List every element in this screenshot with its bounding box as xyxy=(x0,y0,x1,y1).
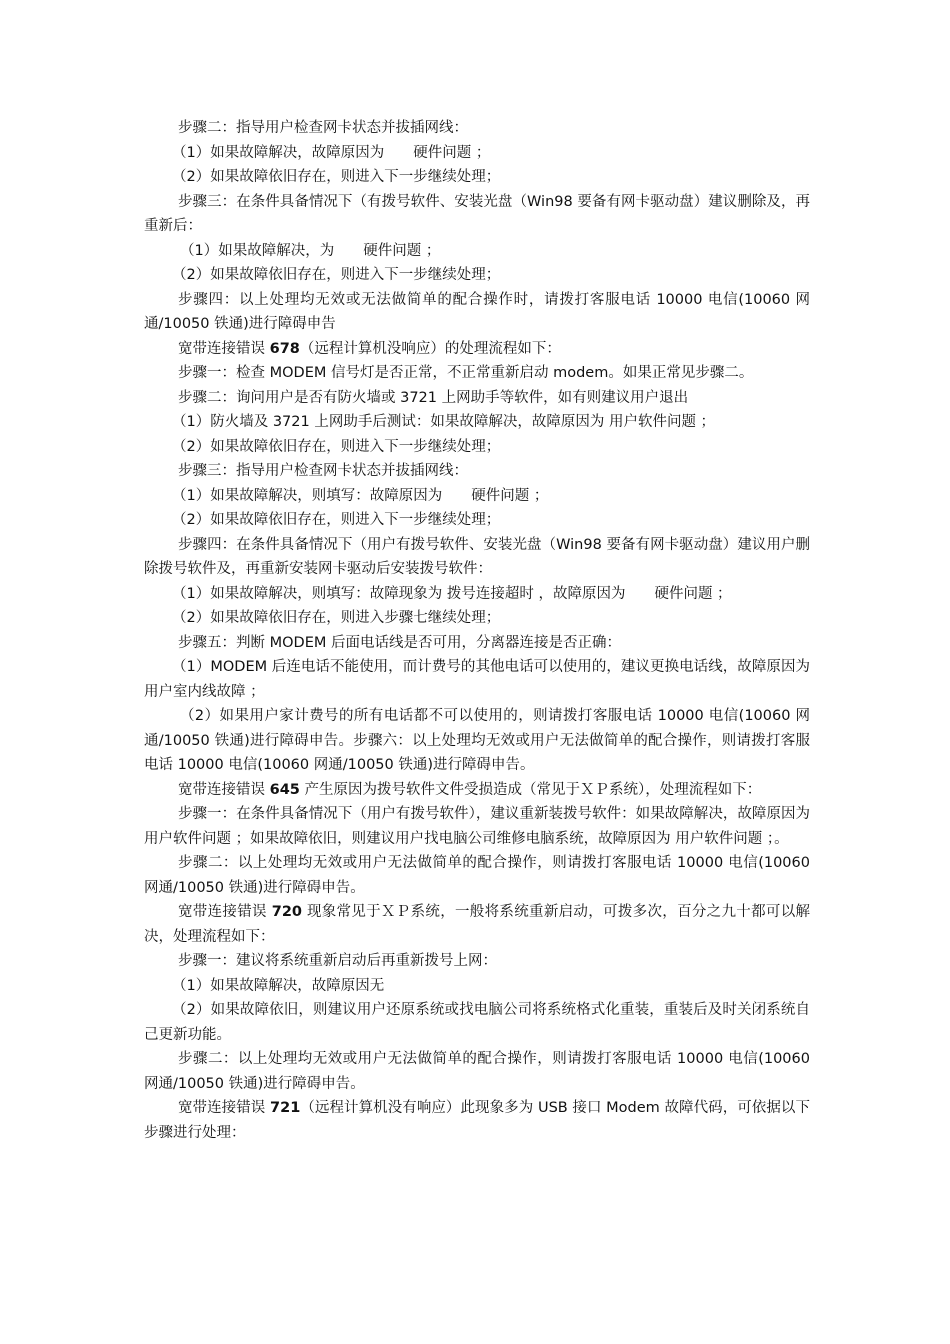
paragraph-step2-report: 步骤二：以上处理均无效或用户无法做简单的配合操作，则请拨打客服电话 10000 电信(10060 网通/10050 铁通)进行障碍申告。 xyxy=(144,855,810,896)
heading-prefix: 宽带连接错误 xyxy=(178,1100,271,1116)
paragraph-item-2: （2）如果故障依旧存在，则进入下一步继续处理； xyxy=(172,438,501,455)
heading-error-678 xyxy=(144,337,810,362)
heading-suffix: （远程计算机没响应）的处理流程如下： xyxy=(299,340,561,357)
heading-suffix: （远程计算机没有响应）此现象多为 USB 接口 Modem 故障代码，可依据以下步骤进行处理： xyxy=(144,1100,810,1141)
paragraph-step3-nic: 步骤三：指导用户检查网卡状态并拔插网线： xyxy=(178,463,468,479)
error-code-678: 678 xyxy=(269,340,300,357)
heading-error-720 xyxy=(144,900,810,949)
paragraph-item-1: （1）如果故障解决，则填写：故障现象为 拨号连接超时 ，故障原因为 硬件问题 ； xyxy=(172,585,732,602)
error-code-721: 721 xyxy=(270,1100,301,1116)
heading-prefix: 宽带连接错误 xyxy=(178,340,270,357)
paragraph-step2-report: 步骤二：以上处理均无效或用户无法做简单的配合操作，则请拨打客服电话 10000 电信(10060 网通/10050 铁通)进行障碍申告。 xyxy=(144,1051,810,1092)
paragraph-item-1: （1）如果故障解决，故障原因为 硬件问题 ； xyxy=(172,144,491,161)
error-code-645: 645 xyxy=(269,781,300,798)
paragraph-item-2: （2）如果故障依旧存在，则进入下一步继续处理； xyxy=(172,267,501,283)
heading-error-645 xyxy=(144,778,810,803)
heading-error-721 xyxy=(144,1096,810,1145)
paragraph-step2-firewall: 步骤二：询问用户是否有防火墙或 3721 上网助手等软件，如有则建议用户退出 xyxy=(178,389,689,406)
paragraph-item-1: （1）MODEM 后连电话不能使用，而计费号的其他电话可以使用的，建议更换电话线，故障原因为 用户室内线故障 ； xyxy=(144,659,810,700)
paragraph-step2-nic: 步骤二：指导用户检查网卡状态并拔插网线： xyxy=(178,120,468,136)
paragraph-item-2: （2）如果用户家计费号的所有电话都不可以使用的，则请拨打客服电话 10000 电信(10060 网通/10050 铁通)进行障碍申告。步骤六：以上处理均无效或用户无法做简单的配合操作，则请拨打客服电话 10000 电信(10060 网通/10050 铁通)进行障碍申告。 xyxy=(144,708,810,773)
heading-suffix: 现象常见于ＸＰ系统，一般将系统重新启动，可拨多次，百分之九十都可以解决，处理流程如下： xyxy=(144,904,811,945)
paragraph-step1-restart: 步骤一：建议将系统重新启动后再重新拨号上网： xyxy=(178,953,497,969)
paragraph-item-1: （1）防火墙及 3721 上网助手后测试：如果故障解决，故障原因为 用户软件问题 ； xyxy=(172,414,716,430)
paragraph-item-1: （1）如果故障解决，故障原因无 xyxy=(172,977,385,994)
paragraph-step5-phoneline: 步骤五：判断 MODEM 后面电话线是否可用，分离器连接是否正确： xyxy=(178,634,621,651)
heading-prefix: 宽带连接错误 xyxy=(178,781,270,798)
error-code-720: 720 xyxy=(271,904,303,920)
heading-suffix: 产生原因为拨号软件文件受损造成（常见于ＸＰ系统），处理流程如下： xyxy=(299,781,762,798)
paragraph-step4-reinstall: 步骤四：在条件具备情况下（用户有拨号软件、安装光盘（Win98 要备有网卡驱动盘）建议用户删除拨号软件及，再重新安装网卡驱动后安装拨号软件： xyxy=(144,536,810,577)
document-page xyxy=(144,116,810,1145)
paragraph-step4-report: 步骤四：以上处理均无效或无法做简单的配合操作时，请拨打客服电话 10000 电信(10060 网通/10050 铁通)进行障碍申告 xyxy=(144,291,810,332)
paragraph-step1-modem: 步骤一：检查 MODEM 信号灯是否正常，不正常重新启动 modem。如果正常见步骤二。 xyxy=(178,365,754,381)
paragraph-item-1: （1）如果故障解决，则填写：故障原因为 硬件问题 ； xyxy=(172,487,549,504)
paragraph-item-2: （2）如果故障依旧存在，则进入步骤七继续处理； xyxy=(172,610,501,626)
paragraph-item-2: （2）如果故障依旧存在，则进入下一步继续处理； xyxy=(172,169,501,185)
paragraph-step1-dialer: 步骤一：在条件具备情况下（用户有拨号软件），建议重新装拨号软件：如果故障解决，故障原因为 用户软件问题 ；如果故障依旧，则建议用户找电脑公司维修电脑系统，故障原因为 用户软件问题 ；。 xyxy=(144,806,810,847)
paragraph-item-1: （1）如果故障解决，为 硬件问题 ； xyxy=(180,242,441,259)
paragraph-item-2: （2）如果故障依旧存在，则进入下一步继续处理； xyxy=(172,512,501,528)
paragraph-step3-reinstall: 步骤三：在条件具备情况下（有拨号软件、安装光盘（Win98 要备有网卡驱动盘）建议删除及，再重新后： xyxy=(144,193,810,234)
heading-prefix: 宽带连接错误 xyxy=(178,904,272,920)
paragraph-item-2: （2）如果故障依旧，则建议用户还原系统或找电脑公司将系统格式化重装，重装后及时关闭系统自己更新功能。 xyxy=(144,1002,810,1043)
